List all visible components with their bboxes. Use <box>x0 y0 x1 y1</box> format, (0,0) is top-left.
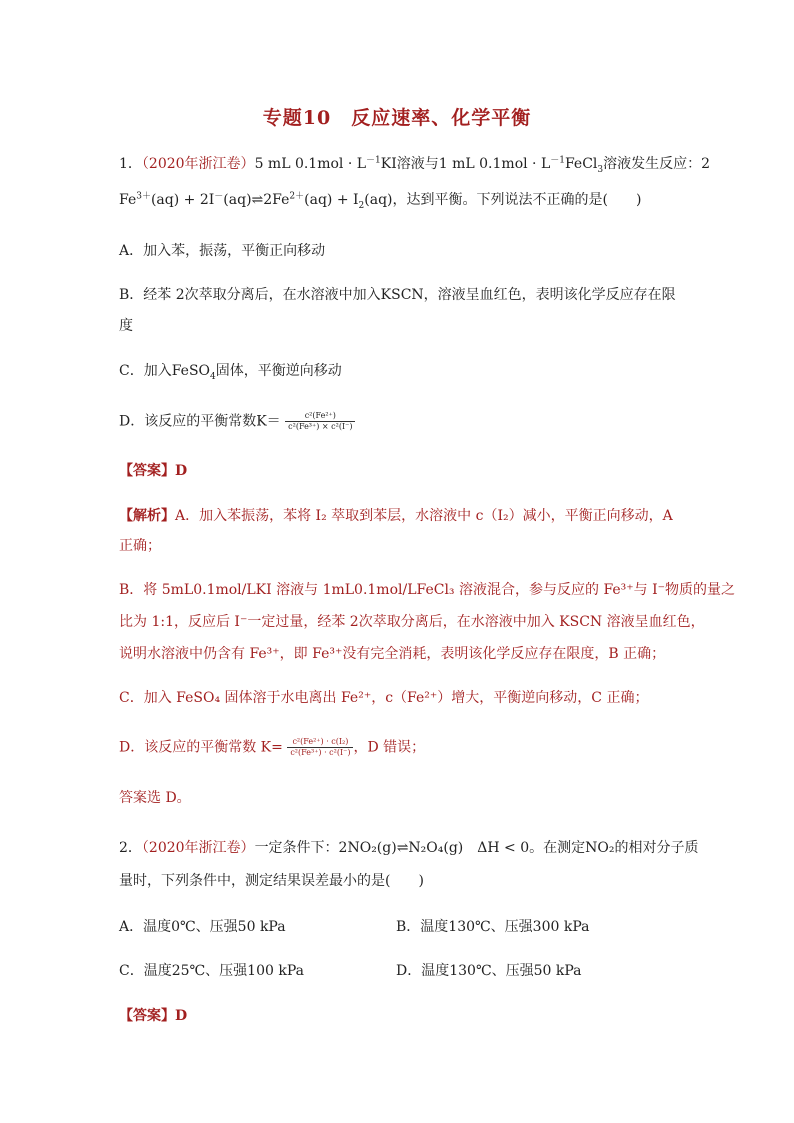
q1-option-d: D．该反应的平衡常数K＝ $\frac{\text{c²(Fe²⁺)}}{\text{c²(Fe³⁺) × c²(I⁻)}}$ <box>119 411 355 432</box>
q1-analysis-b-line1: B．将 5mL0.1mol/LKI 溶液与 1mL0.1mol/LFeCl₃ 溶液混合，参与反应的 Fe³⁺与 I⁻物质的量之 <box>119 582 736 598</box>
q2-stem-line1: 2．（2020年浙江卷）一定条件下：2NO₂(g)⇌N₂O₄(g) ΔH < 0。在测定NO₂的相对分子质 <box>119 840 699 856</box>
page-title: 专题10 反应速率、化学平衡 <box>262 107 532 129</box>
q2-source: （2020年浙江卷） <box>141 840 255 856</box>
q1-option-a: A．加入苯，振荡，平衡正向移动 <box>119 243 326 259</box>
q1-analysis-d: D．该反应的平衡常数 K= $\frac{\text{c²(Fe²⁺) · c(I₂)}}{\text{c²(Fe³⁺) · c²(I⁻)}}$ ，D 错误； <box>119 737 426 757</box>
q1-analysis-a-line2: 正确； <box>119 538 161 554</box>
q2-number: 2． <box>119 840 142 856</box>
q1-analysis-b-line2: 比为 1:1，反应后 I⁻一定过量，经苯 2次萃取分离后，在水溶液中加入 KSCN 溶液呈血红色， <box>119 614 705 630</box>
q1-answer: 【答案】D <box>119 463 188 479</box>
q1-source: （2020年浙江卷） <box>141 156 255 172</box>
q1-analysis-c: C．加入 FeSO₄ 固体溶于水电离出 Fe²⁺，c（Fe²⁺）增大，平衡逆向移动，C 正确； <box>119 690 649 706</box>
q1-analysis-constant-fraction: $\frac{\text{c²(Fe²⁺) · c(I₂)}}{\text{c²(Fe³⁺) · c²(I⁻)}}$ <box>287 737 353 758</box>
q1-option-b-line1: B．经苯 2次萃取分离后，在水溶液中加入KSCN，溶液呈血红色，表明该化学反应存在限 <box>119 287 676 303</box>
q1-equilibrium-constant-fraction: $\frac{\text{c²(Fe²⁺)}}{\text{c²(Fe³⁺) × c²(I⁻)}}$ <box>285 411 355 432</box>
q2-option-d: D．温度130℃、压强50 kPa <box>396 963 582 979</box>
analysis-label: 【解析】 <box>119 508 175 524</box>
q1-analysis-a-line1: 【解析】A．加入苯振荡，苯将 I₂ 萃取到苯层，水溶液中 c（I₂）减小，平衡正向移动，A <box>119 508 673 524</box>
q2-option-c: C．温度25℃、压强100 kPa <box>119 963 304 979</box>
q1-option-b-line2: 度 <box>119 318 133 334</box>
q1-analysis-final: 答案选 D。 <box>119 790 191 806</box>
q1-stem-line1: 1．（2020年浙江卷）5 mL $0.1mol \cdot L^{-1}KI$溶液与1 mL $0.1mol \cdot L^{-1}FeCl_3$溶液发生反应：2 <box>119 155 711 175</box>
q2-stem-line2: 量时，下列条件中，测定结果误差最小的是( ) <box>119 873 424 889</box>
q1-stem-line2: $Fe^{3+}(aq)$ + $2I^-(aq)\rightleftharpoons 2Fe^{2+}(aq) + I_2(aq)$，达到平衡。下列说法不正确的是( ) <box>119 191 642 211</box>
q2-answer: 【答案】D <box>119 1008 188 1024</box>
q1-option-c: C．加入FeSO$_4$固体，平衡逆向移动 <box>119 363 342 382</box>
q2-option-b: B．温度130℃、压强300 kPa <box>396 919 590 935</box>
q1-number: 1． <box>119 156 142 172</box>
q2-option-a: A．温度0℃、压强50 kPa <box>119 919 286 935</box>
q1-analysis-b-line3: 说明水溶液中仍含有 Fe³⁺，即 Fe³⁺没有完全消耗，表明该化学反应存在限度，B 正确； <box>119 646 666 662</box>
